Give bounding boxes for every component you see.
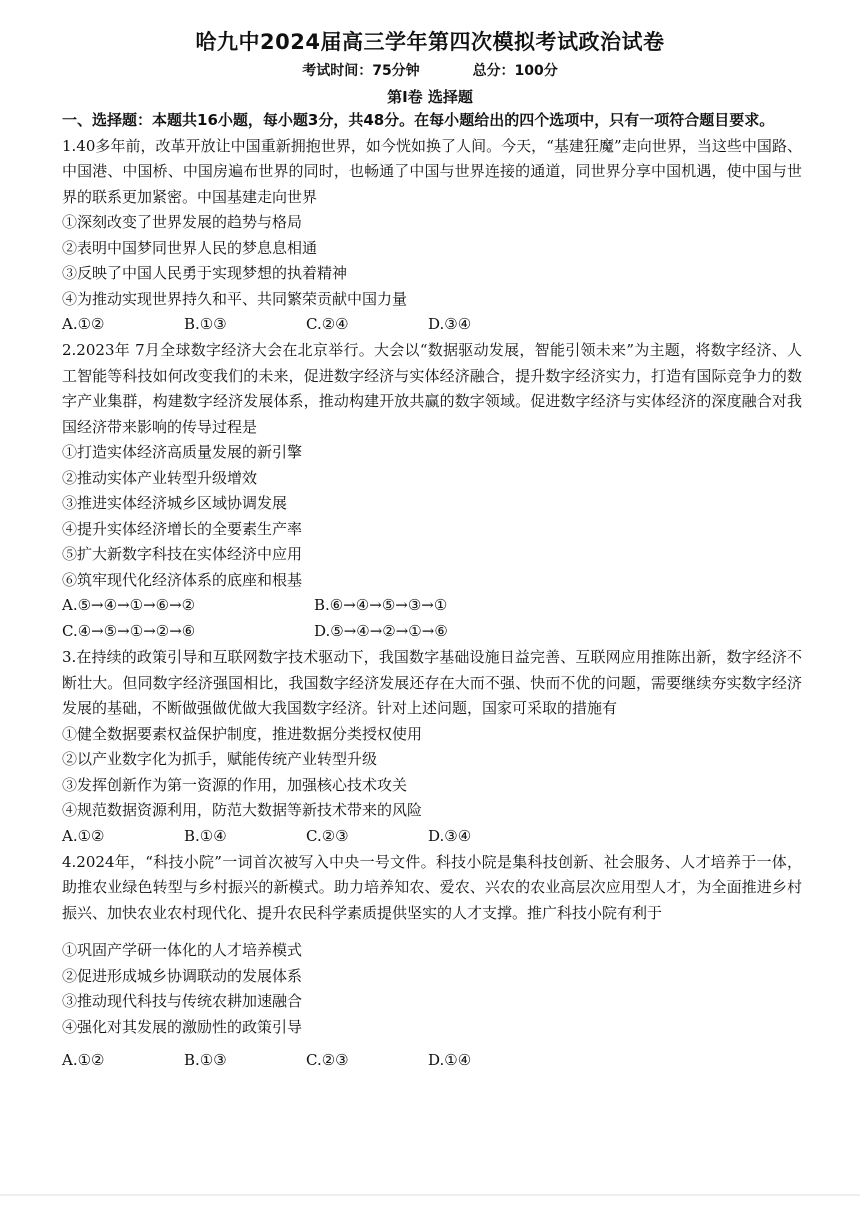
- statement-option: ③推动现代科技与传统农耕加速融合: [62, 992, 303, 1010]
- instructions: 一、选择题：本题共16小题，每小题3分，共48分。在每小题给出的四个选项中，只有一项符合题目要求。: [62, 111, 775, 129]
- choice-a: A.①②: [62, 315, 105, 334]
- exam-title: 哈九中2024届高三学年第四次模拟考试政治试卷: [195, 30, 665, 54]
- choice-d: D.①④: [428, 1051, 472, 1070]
- choice-a: A.①②: [62, 826, 105, 845]
- choice-c: C.④→⑤→①→②→⑥: [62, 622, 196, 641]
- statement-option: ②表明中国梦同世界人民的梦息息相通: [62, 238, 318, 257]
- exam-time: 考试时间：75分钟: [302, 63, 420, 79]
- question-stem: 3.在持续的政策引导和互联网数字技术驱动下，我国数字基础设施日益完善、互联网应用推陈出新，数字经济不断壮大。但同数字经济强国相比，我国数字经济发展还存在大而不强、快而不优的问题，需要继续夯实数字经济发展的基础，不断做强做优做大我国数字经济。针对上述问题，国家可采取的措施有: [62, 648, 802, 717]
- statement-option: ④规范数据资源利用，防范大数据等新技术带来的风险: [62, 801, 423, 819]
- choice-d: D.③④: [428, 826, 472, 845]
- exam-meta: [0, 60, 860, 80]
- statement-option: ④提升实体经济增长的全要素生产率: [62, 519, 303, 538]
- statement-option: ③推进实体经济城乡区域协调发展: [62, 494, 288, 512]
- choice-b: B.①④: [184, 826, 227, 845]
- answer-choices: [62, 619, 802, 645]
- exam-body: [62, 108, 802, 1074]
- question-4: [62, 850, 802, 1075]
- answer-choices: [62, 312, 802, 338]
- spacer: [62, 1040, 802, 1048]
- question-2: [62, 338, 802, 645]
- answer-choices: [62, 824, 802, 850]
- choice-c: C.②③: [306, 826, 349, 845]
- spacer: [62, 926, 802, 938]
- choice-a: A.①②: [62, 1051, 105, 1070]
- choice-b: B.①③: [184, 315, 227, 334]
- exam-score: 总分：100分: [472, 63, 558, 79]
- question-stem: 2.2023年 7月全球数字经济大会在北京举行。大会以“数据驱动发展，智能引领未来”为主题，将数字经济、人工智能等科技如何改变我们的未来，促进数字经济与实体经济融合，提升数字经济实力，打造有国际竞争力的数字产业集群，构建数字经济发展体系，推动构建开放共赢的数字领域。促进数字经济与实体经济的深度融合对我国经济带来影响的传导过程是: [62, 341, 802, 436]
- statement-option: ②以产业数字化为抓手，赋能传统产业转型升级: [62, 750, 378, 768]
- statement-option: ①健全数据要素权益保护制度，推进数据分类授权使用: [62, 724, 423, 743]
- statement-option: ①深刻改变了世界发展的趋势与格局: [62, 213, 303, 231]
- statement-option: ②促进形成城乡协调联动的发展体系: [62, 966, 303, 985]
- statement-option: ①巩固产学研一体化的人才培养模式: [62, 941, 303, 959]
- choice-a: A.⑤→④→①→⑥→②: [62, 596, 196, 615]
- section-heading: 第Ⅰ卷 选择题: [387, 88, 473, 106]
- choice-c: C.②④: [306, 315, 349, 334]
- statement-option: ⑤扩大新数字科技在实体经济中应用: [62, 545, 303, 563]
- statement-option: ②推动实体产业转型升级增效: [62, 468, 258, 487]
- answer-choices: [62, 1048, 802, 1074]
- statement-option: ③发挥创新作为第一资源的作用，加强核心技术攻关: [62, 775, 408, 794]
- choice-c: C.②③: [306, 1051, 349, 1070]
- choice-d: D.⑤→④→②→①→⑥: [314, 622, 448, 641]
- choice-b: B.①③: [184, 1051, 227, 1070]
- answer-choices: [62, 593, 802, 619]
- statement-option: ④强化对其发展的激励性的政策引导: [62, 1017, 303, 1036]
- choice-b: B.⑥→④→⑤→③→①: [314, 596, 448, 615]
- question-stem: 4.2024年，“科技小院”一词首次被写入中央一号文件。科技小院是集科技创新、社会服务、人才培养于一体，助推农业绿色转型与乡村振兴的新模式。助力培养知农、爱农、兴农的农业高层次应用型人才，为全面推进乡村振兴、加快农业农村现代化、提升农民科学素质提供坚实的人才支撑。推广科技小院有利于: [62, 852, 802, 922]
- page-bottom-rule: [0, 1194, 860, 1196]
- choice-d: D.③④: [428, 315, 472, 334]
- statement-option: ④为推动实现世界持久和平、共同繁荣贡献中国力量: [62, 289, 408, 308]
- question-3: [62, 645, 802, 850]
- statement-option: ⑥筑牢现代化经济体系的底座和根基: [62, 570, 303, 589]
- statement-option: ①打造实体经济高质量发展的新引擎: [62, 443, 303, 461]
- question-stem: 1.40多年前，改革开放让中国重新拥抱世界，如今恍如换了人间。今天，“基建狂魔”走向世界，当这些中国路、中国港、中国桥、中国房遍布世界的同时，也畅通了中国与世界连接的通道，同世界分享中国机遇，使中国与世界的联系更加紧密。中国基建走向世界: [62, 136, 802, 206]
- question-1: [62, 134, 802, 339]
- statement-option: ③反映了中国人民勇于实现梦想的执着精神: [62, 264, 348, 282]
